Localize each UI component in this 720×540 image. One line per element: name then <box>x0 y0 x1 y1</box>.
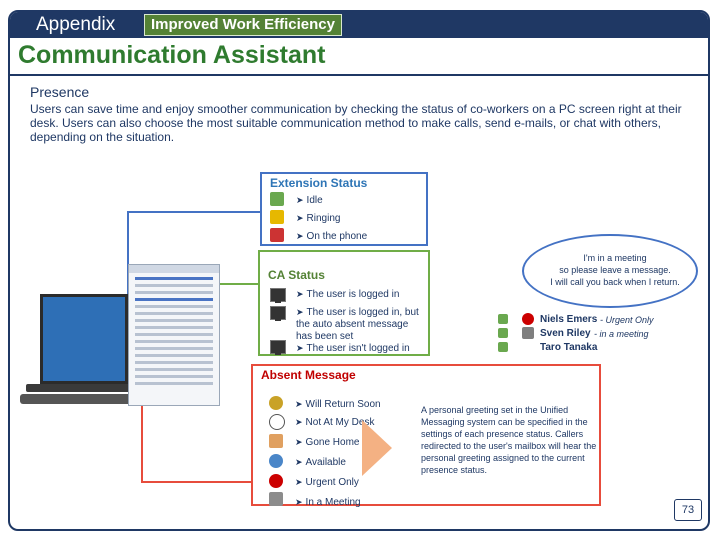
ca-item-logged-in: ➤ The user is logged in <box>296 289 400 300</box>
presence-heading: Presence <box>30 84 90 100</box>
absent-item-urgent-only: ➤ Urgent Only <box>295 477 359 488</box>
auto-absent-icon <box>270 306 286 320</box>
page-number: 73 <box>674 499 702 521</box>
keyboard-icon <box>20 394 142 404</box>
ca-item-logged-out: ➤ The user isn't logged in <box>296 343 410 354</box>
phone-ringing-icon <box>270 210 284 224</box>
phone-busy-icon <box>270 228 284 242</box>
absent-message-title: Absent Message <box>261 368 356 382</box>
meeting-icon <box>269 492 283 506</box>
absent-connector <box>142 402 251 482</box>
buddy-note-2: - in a meeting <box>594 329 649 339</box>
user-available-icon <box>269 454 283 468</box>
buddy-row-2: Sven Riley <box>540 328 591 339</box>
buddy-row-1: Niels Emers <box>540 314 598 325</box>
logged-out-icon <box>270 340 286 354</box>
ext-item-idle: ➤ Idle <box>296 195 323 206</box>
greeting-note: A personal greeting set in the Unified Messaging system can be specified in the settings of each presence status. Callers redirected to the user's mailbox will hear the personal greeting assigned to the current presence status. <box>421 405 597 475</box>
logged-in-icon <box>270 288 286 302</box>
absent-item-available: ➤ Available <box>295 457 346 468</box>
arrow-right-icon <box>362 420 392 476</box>
bubble-message: I'm in a meeting so please leave a message. I will call you back when I return. <box>550 253 680 287</box>
status-green-icon <box>498 314 508 324</box>
ca-status-title: CA Status <box>268 268 325 282</box>
ca-item-auto-absent: ➤ The user is logged in, but the auto absent message has been set <box>296 307 419 342</box>
ext-item-ringing: ➤ Ringing <box>296 213 341 224</box>
buddy-note-1: - Urgent Only <box>600 315 654 325</box>
extension-status-title: Extension Status <box>270 176 368 190</box>
buddy-row-3: Taro Tanaka <box>540 342 598 353</box>
clock-icon <box>269 414 285 430</box>
extension-status-box <box>260 172 428 246</box>
pc-base-icon <box>26 384 138 392</box>
page-title: Communication Assistant <box>18 41 326 69</box>
urgent-only-icon <box>522 313 534 325</box>
absent-item-not-at-desk: ➤ Not At My Desk <box>295 417 375 428</box>
section-label: Appendix <box>36 14 116 35</box>
ca-window-screenshot <box>128 264 220 406</box>
absent-item-in-meeting: ➤ In a Meeting <box>295 497 361 508</box>
slide-frame <box>8 10 710 531</box>
absent-item-gone-home: ➤ Gone Home <box>295 437 360 448</box>
section-tag: Improved Work Efficiency <box>144 14 342 36</box>
absent-item-return-soon: ➤ Will Return Soon <box>295 399 381 410</box>
phone-idle-icon <box>270 192 284 206</box>
in-meeting-icon <box>522 327 534 339</box>
ca-status-box <box>258 250 430 356</box>
urgent-icon <box>269 474 283 488</box>
status-green-icon <box>498 342 508 352</box>
presence-description: Users can save time and enjoy smoother communication by checking the status of co-workers on a PC screen right at their desk. Users can also choose the most suitable communication method to make calls, send e-mails, or chat with others, depending on the situation. <box>30 102 682 144</box>
ext-item-on-phone: ➤ On the phone <box>296 231 368 242</box>
status-green-icon <box>498 328 508 338</box>
home-icon <box>269 434 283 448</box>
return-soon-icon <box>269 396 283 410</box>
pc-monitor-icon <box>40 294 128 384</box>
